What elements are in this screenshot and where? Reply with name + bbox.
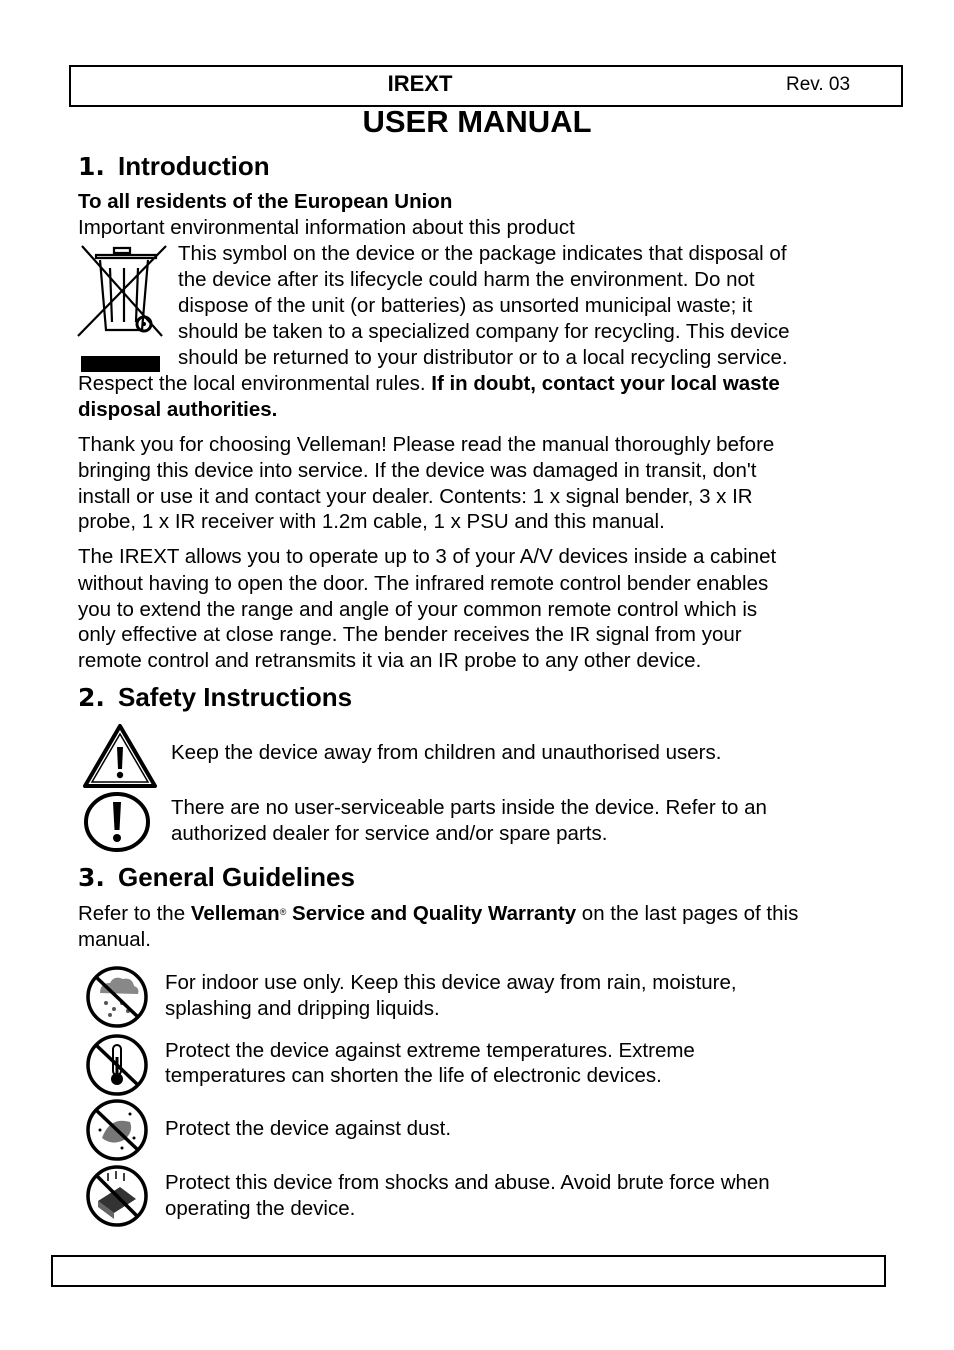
guideline-shock-line-1: Protect this device from shocks and abuse. Avoid brute force when (165, 1171, 770, 1194)
weee-bin-icon (76, 242, 168, 374)
no-dust-icon (84, 1098, 150, 1162)
guideline-temperature-line-1: Protect the device against extreme temperatures. Extreme (165, 1039, 695, 1062)
exclamation-circle-icon (82, 790, 152, 854)
guideline-temperature-line-2: temperatures can shorten the life of electronic devices. (165, 1064, 662, 1087)
section-heading-safety: 2. Safety Instructions (78, 682, 353, 712)
no-rain-icon (84, 965, 150, 1029)
respect-rules-line-2: disposal authorities. (78, 398, 278, 421)
page-title: USER MANUAL (362, 104, 592, 139)
section-heading-guidelines: 3. General Guidelines (78, 862, 355, 892)
section-heading-introduction: 1. Introduction (78, 151, 270, 181)
guideline-dust: Protect the device against dust. (165, 1117, 452, 1140)
warranty-reference-line-2: manual. (78, 928, 151, 951)
no-shock-icon (84, 1163, 150, 1229)
header-revision: Rev. 03 (786, 74, 851, 95)
respect-rules-line: Respect the local environmental rules. If in doubt, contact your local waste (78, 372, 780, 395)
guideline-shock-line-2: operating the device. (165, 1197, 356, 1220)
header-title: IREXT (387, 71, 453, 96)
safety-item-2-line-1: There are no user-serviceable parts inside the device. Refer to an (171, 796, 767, 819)
warning-triangle-icon (82, 723, 158, 789)
env-info-line: Important environmental information about this product (78, 216, 575, 239)
safety-item-2-line-2: authorized dealer for service and/or spare parts. (171, 822, 608, 845)
guideline-rain-line-2: splashing and dripping liquids. (165, 997, 440, 1020)
guideline-rain-line-1: For indoor use only. Keep this device away from rain, moisture, (165, 971, 737, 994)
safety-item-1: Keep the device away from children and unauthorised users. (171, 741, 722, 764)
warranty-reference: Refer to the Velleman® Service and Quality Warranty on the last pages of this (78, 902, 799, 925)
no-heat-icon (84, 1033, 150, 1097)
eu-heading: To all residents of the European Union (78, 190, 453, 213)
footer-box (51, 1255, 886, 1287)
